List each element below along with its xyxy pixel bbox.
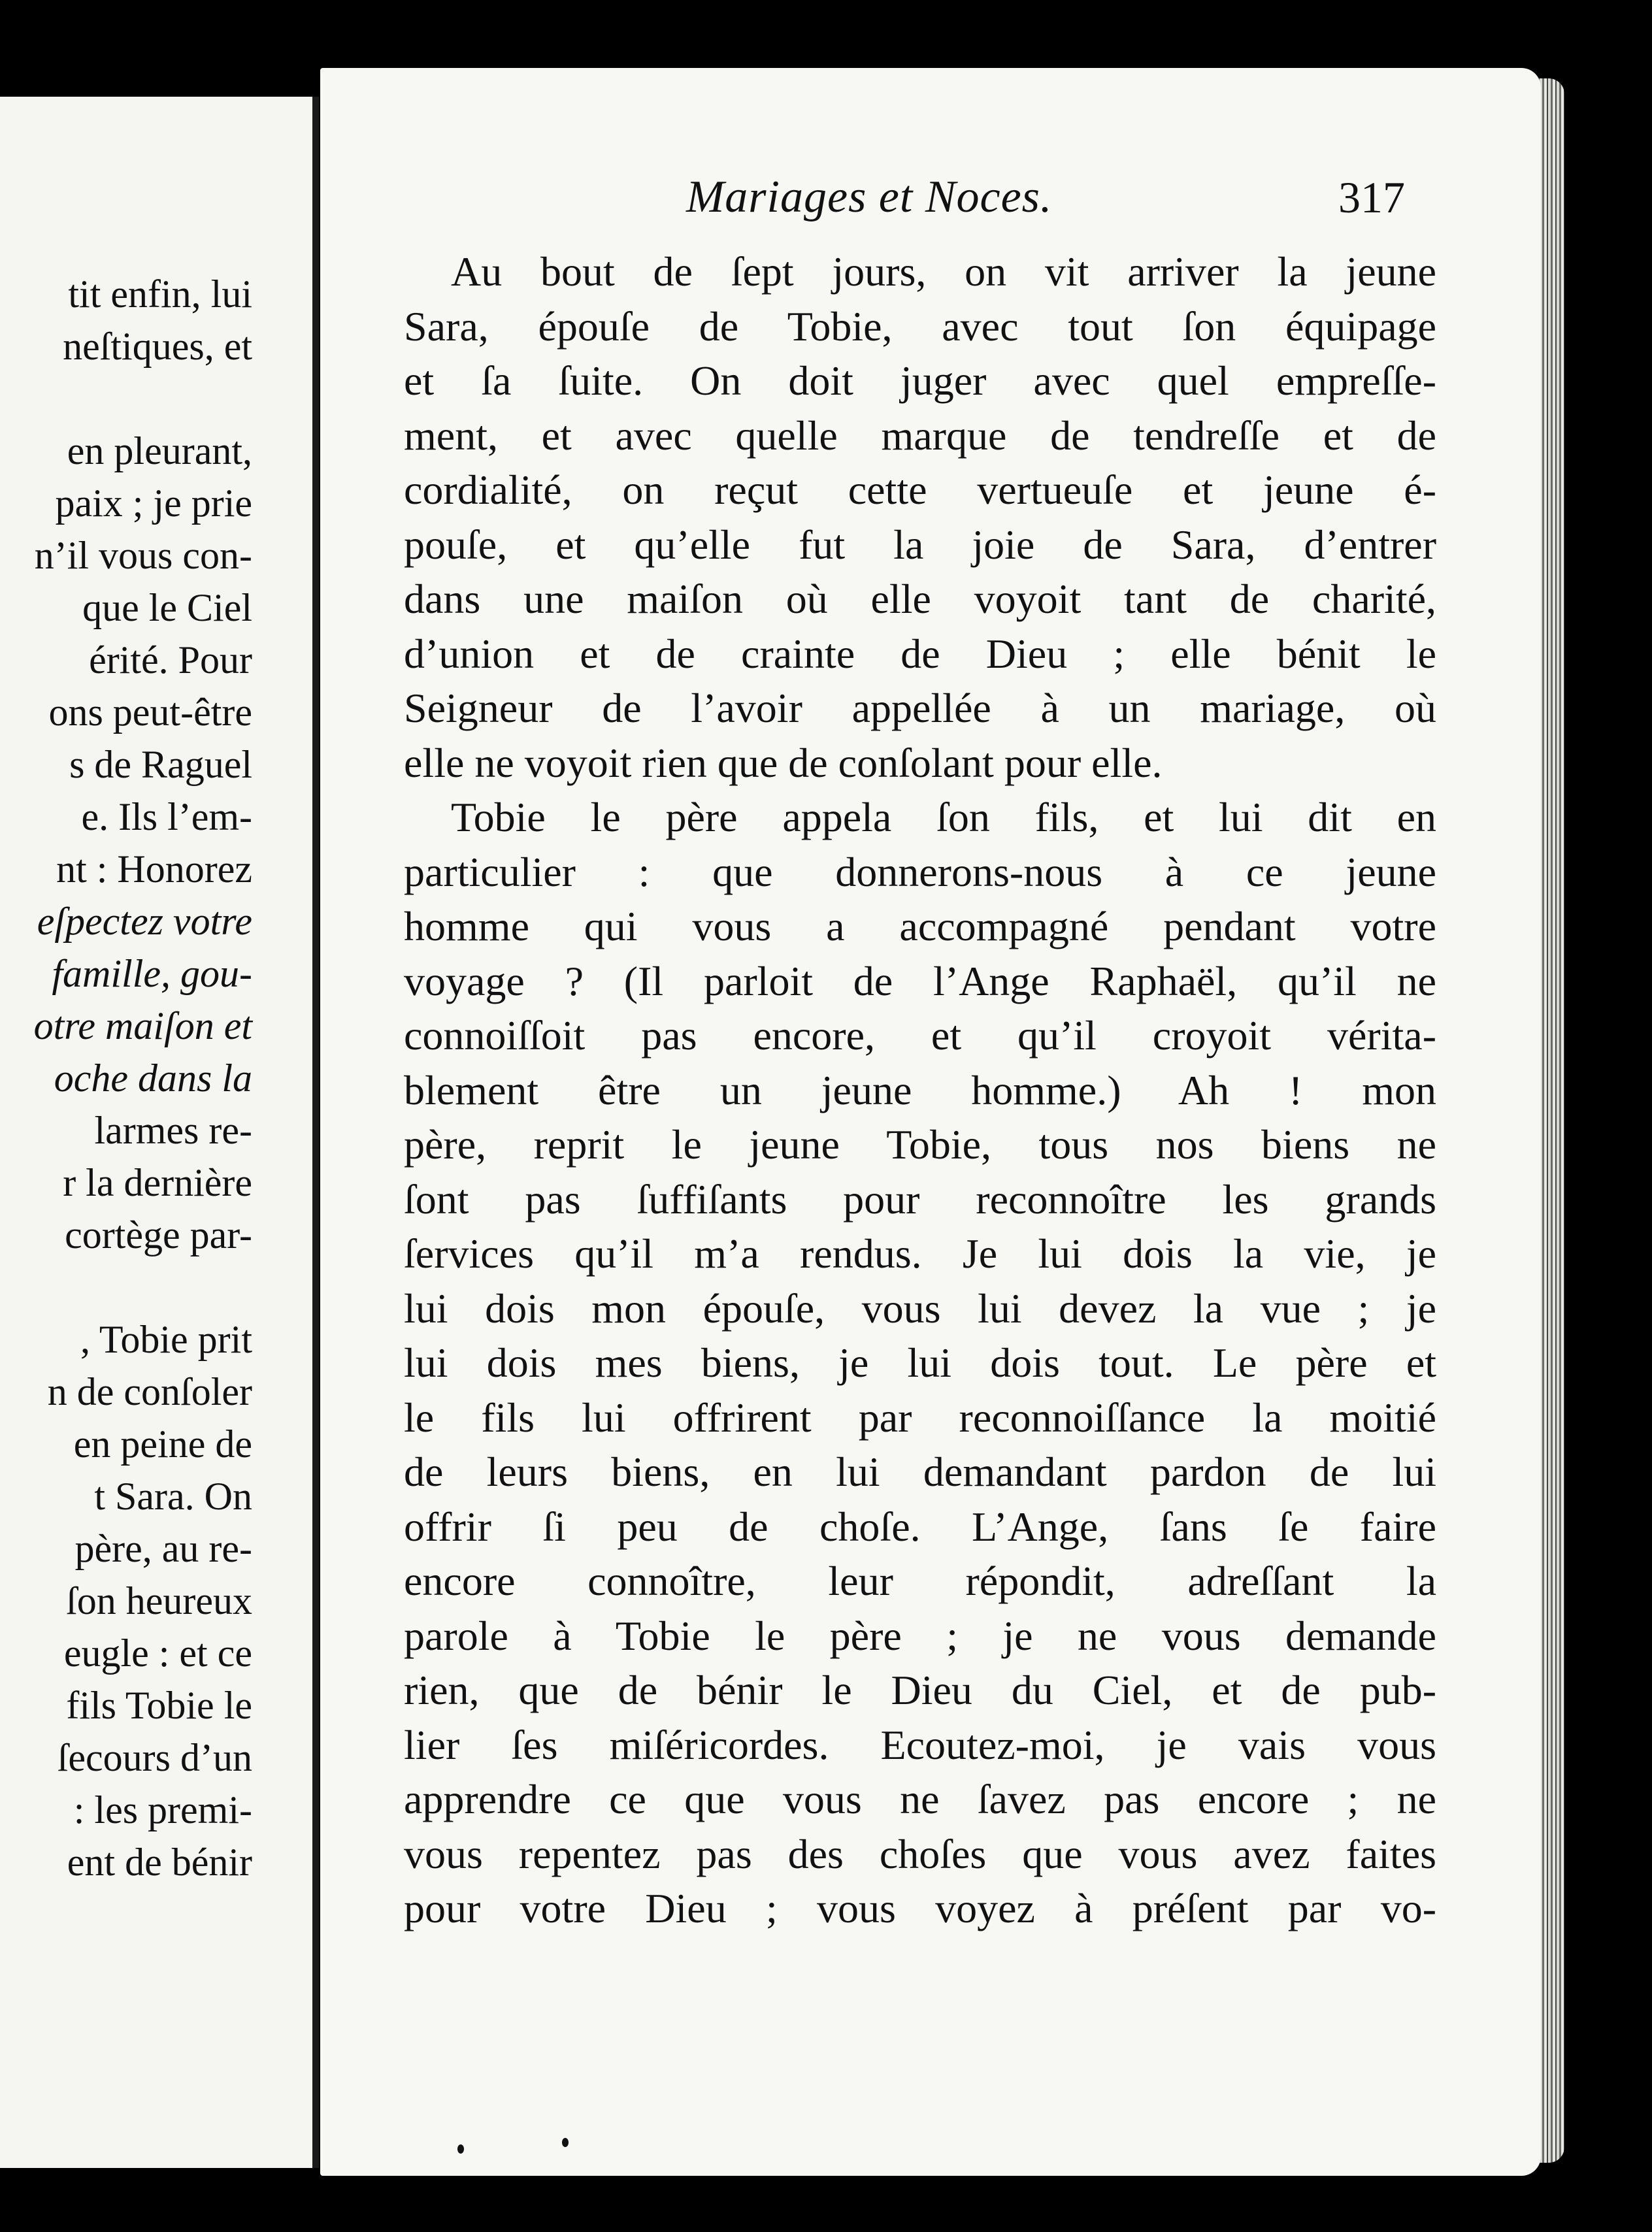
left-page-text xyxy=(0,268,252,1888)
text-line: parole à Tobie le père ; je ne vous demande xyxy=(404,1612,1436,1659)
left-line xyxy=(0,1261,252,1313)
text-line: ſont pas ſuffiſants pour reconnoître les grands xyxy=(404,1175,1436,1223)
left-line: n’il vous con- xyxy=(34,534,252,577)
text-line: vous repentez pas des choſes que vous avez faites xyxy=(404,1830,1436,1877)
text-line: voyage ? (Il parloit de l’Ange Raphaël, qu’il ne xyxy=(404,957,1436,1004)
text-line: ſervices qu’il m’a rendus. Je lui dois la vie, je xyxy=(404,1230,1436,1277)
left-line xyxy=(0,372,252,425)
left-line: , Tobie prit xyxy=(80,1318,252,1361)
page-header xyxy=(320,165,1541,230)
text-line: offrir ſi peu de choſe. L’Ange, ſans ſe faire xyxy=(404,1503,1436,1550)
left-line: eſpectez votre xyxy=(37,900,252,943)
left-line: ent de bénir xyxy=(67,1841,252,1884)
text-line: dans une maiſon où elle voyoit tant de charité, xyxy=(404,576,1436,622)
text-line: Seigneur de l’avoir appellée à un mariage, où xyxy=(404,685,1436,731)
left-line: paix ; je prie xyxy=(55,482,252,525)
text-line: d’union et de crainte de Dieu ; elle bénit le xyxy=(404,630,1436,677)
text-line: lier ſes miſéricordes. Ecoutez-moi, je vais vous xyxy=(404,1721,1436,1768)
text-line: homme qui vous a accompagné pendant votre xyxy=(404,903,1436,949)
text-line: cordialité, on reçut cette vertueuſe et jeune é- xyxy=(404,467,1436,513)
left-line: en pleurant, xyxy=(67,429,252,472)
text-line: de leurs biens, en lui demandant pardon de lui xyxy=(404,1449,1436,1495)
left-line: ſon heureux xyxy=(66,1579,252,1622)
body-text xyxy=(404,244,1436,1936)
left-line: oche dans la xyxy=(54,1057,252,1100)
running-title: Mariages et Noces. xyxy=(686,172,1053,222)
text-line: particulier : que donnerons-nous à ce jeune xyxy=(404,848,1436,895)
ink-speck xyxy=(457,2144,464,2154)
text-line: blement être un jeune homme.) Ah ! mon xyxy=(404,1066,1436,1113)
left-line: t Sara. On xyxy=(94,1475,252,1518)
left-line: cortège par- xyxy=(65,1213,252,1256)
text-line: rien, que de bénir le Dieu du Ciel, et de pub- xyxy=(404,1667,1436,1713)
left-line: tit enfin, lui xyxy=(68,272,252,316)
page-number: 317 xyxy=(1338,172,1405,222)
left-line: e. Ils l’em- xyxy=(81,795,252,838)
left-line: eugle : et ce xyxy=(63,1632,252,1675)
left-line: érité. Pour xyxy=(89,638,252,681)
text-line: pouſe, et qu’elle fut la joie de Sara, d’entrer xyxy=(404,521,1436,568)
text-line: encore connoître, leur répondit, adreſſant la xyxy=(404,1558,1436,1604)
left-line: que le Ciel xyxy=(82,586,252,629)
text-line: lui dois mes biens, je lui dois tout. Le père et xyxy=(404,1339,1436,1386)
text-line: ment, et avec quelle marque de tendreſſe et de xyxy=(404,412,1436,459)
left-line: n de conſoler xyxy=(47,1370,252,1413)
text-line: elle ne voyoit rien que de conſolant pour elle. xyxy=(404,739,1163,786)
text-line: pour votre Dieu ; vous voyez à préſent par vo- xyxy=(404,1885,1436,1931)
left-line: en peine de xyxy=(73,1422,252,1466)
text-line: père, reprit le jeune Tobie, tous nos biens ne xyxy=(404,1121,1436,1168)
left-line: : les premi- xyxy=(73,1788,252,1831)
text-line: le fils lui offrirent par reconnoiſſance la moitié xyxy=(404,1394,1436,1441)
ink-speck xyxy=(562,2138,569,2147)
text-line: apprendre ce que vous ne ſavez pas encore ; ne xyxy=(404,1776,1436,1822)
text-line: connoiſſoit pas encore, et qu’il croyoit vérita- xyxy=(404,1012,1436,1059)
text-line: Sara, épouſe de Tobie, avec tout ſon équipage xyxy=(404,303,1436,350)
left-line: ſecours d’un xyxy=(57,1736,252,1779)
left-line: larmes re- xyxy=(94,1109,252,1152)
right-page xyxy=(320,68,1541,2176)
left-line: fils Tobie le xyxy=(66,1684,252,1727)
left-line: neſtiques, et xyxy=(63,325,252,368)
text-line: Tobie le père appela ſon fils, et lui dit en xyxy=(451,794,1436,840)
left-line: r la dernière xyxy=(63,1161,252,1204)
text-line: et ſa ſuite. On doit juger avec quel empreſſe- xyxy=(404,357,1436,404)
left-line: père, au re- xyxy=(74,1527,252,1570)
left-line: s de Raguel xyxy=(69,743,252,786)
left-line: nt : Honorez xyxy=(56,847,252,891)
left-page xyxy=(0,97,319,2168)
text-line: lui dois mon épouſe, vous lui devez la vue ; je xyxy=(404,1285,1436,1332)
left-line: famille, gou- xyxy=(52,952,252,995)
left-line: ons peut-être xyxy=(48,691,252,734)
text-line: Au bout de ſept jours, on vit arriver la jeune xyxy=(451,248,1436,295)
left-line: otre maiſon et xyxy=(33,1004,252,1047)
